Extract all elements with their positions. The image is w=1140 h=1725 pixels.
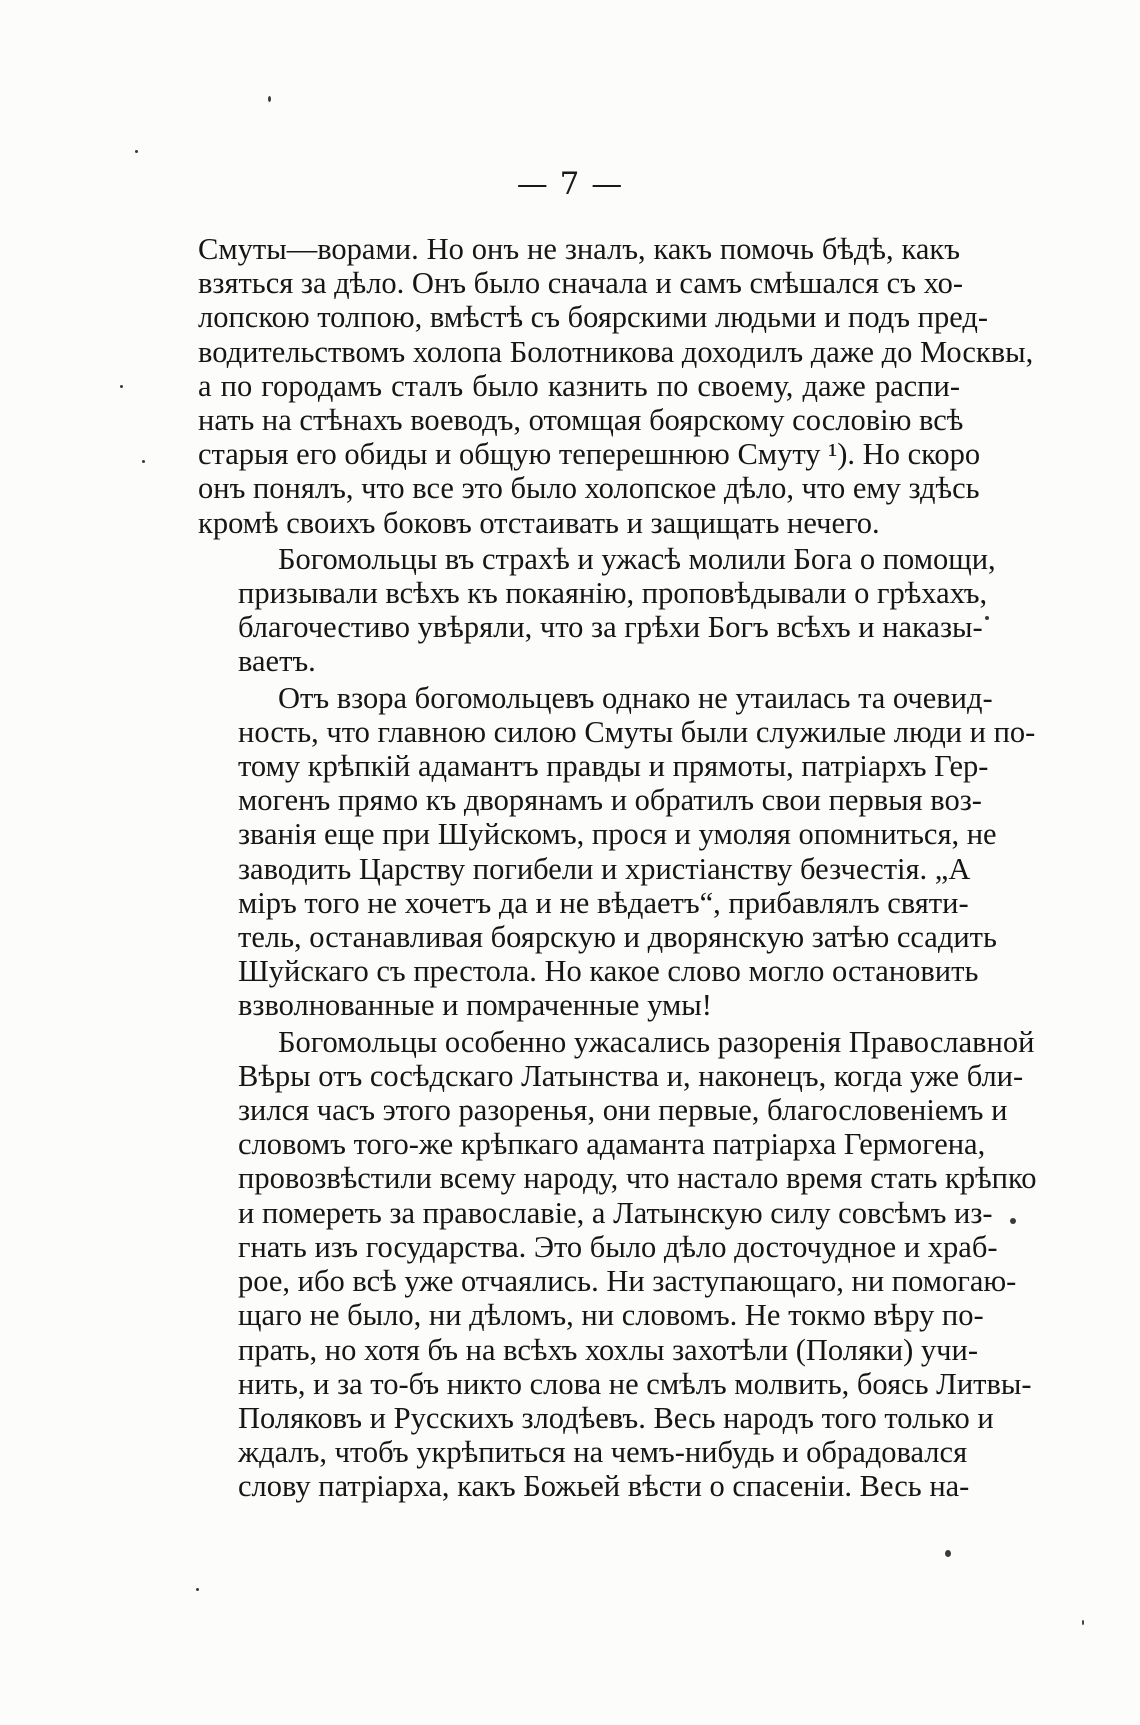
text-line: міръ того не хочетъ да и не вѣдаетъ“, прибавлялъ святи-	[238, 885, 969, 920]
text-line: лопскою толпою, вмѣстѣ съ боярскими людьми и подъ пред-	[198, 300, 989, 335]
paragraph	[198, 232, 1034, 540]
text-line: нать на стѣнахъ воеводъ, отомщая боярскому сословію всѣ	[198, 403, 964, 438]
text-line: ваетъ.	[238, 644, 316, 679]
scan-speck	[268, 96, 271, 102]
text-line: зился часъ этого разоренья, они первые, благословеніемъ и	[238, 1093, 1008, 1128]
text-line: званія еще при Шуйскомъ, прося и умоляя опомниться, не	[238, 817, 997, 852]
page-number: — 7 —	[516, 166, 624, 202]
text-line: Поляковъ и Русскихъ злодѣевъ. Весь народъ того только и	[238, 1400, 994, 1435]
body-text	[198, 232, 1037, 1504]
paragraph	[198, 680, 1036, 1023]
text-line: могенъ прямо къ дворянамъ и обратилъ свои первыя воз-	[238, 783, 982, 818]
text-line: нить, и за то-бъ никто слова не смѣлъ молвить, боясь Литвы-	[238, 1366, 1032, 1401]
text-line: благочестиво увѣряли, что за грѣхи Богъ всѣхъ и наказы-	[238, 610, 983, 645]
scan-speck	[135, 150, 138, 153]
scan-speck	[1010, 1218, 1016, 1224]
text-line: водительствомъ холопа Болотникова доходилъ даже до Москвы,	[198, 334, 1034, 369]
text-line: гнать изъ государства. Это было дѣло досточудное и храб-	[238, 1229, 998, 1264]
scan-speck	[1082, 1620, 1084, 1625]
scan-speck	[985, 616, 989, 620]
text-line: взволнованные и помраченные умы!	[238, 988, 712, 1023]
text-line: щаго не было, ни дѣломъ, ни словомъ. Не токмо вѣру по-	[238, 1298, 984, 1333]
paragraph	[198, 541, 996, 679]
text-line: онъ понялъ, что все это было холопское дѣло, что ему здѣсь	[198, 471, 980, 506]
text-line: Богомольцы въ страхѣ и ужасѣ молили Бога о помощи,	[278, 541, 996, 576]
scan-speck	[945, 1550, 951, 1557]
scan-speck	[196, 1588, 199, 1591]
text-line: слову патріарха, какъ Божьей вѣсти о спасеніи. Весь на-	[238, 1469, 970, 1504]
scan-speck	[120, 385, 123, 388]
text-line: тому крѣпкій адамантъ правды и прямоты, патріархъ Гер-	[238, 749, 989, 784]
text-line: Вѣры отъ сосѣдскаго Латынства и, наконецъ, когда уже бли-	[238, 1058, 1024, 1093]
scan-speck	[142, 460, 145, 463]
text-line: Богомольцы особенно ужасались разоренія Православной	[278, 1024, 1035, 1059]
text-line: ность, что главною силою Смуты были служилые люди и по-	[238, 714, 1036, 749]
text-line: старыя его обиды и общую теперешнюю Смуту ¹). Но скоро	[198, 437, 981, 472]
text-line: Шуйскаго съ престола. Но какое слово могло остановить	[238, 954, 979, 989]
text-line: словомъ того-же крѣпкаго адаманта патріарха Гермогена,	[238, 1127, 986, 1162]
text-line: а по городамъ сталъ было казнить по своему, даже распи-	[198, 368, 960, 403]
text-line: взяться за дѣло. Онъ было сначала и самъ смѣшался съ хо-	[198, 266, 964, 301]
text-line: кромѣ своихъ боковъ отстаивать и защищать нечего.	[198, 505, 880, 540]
text-line: рое, ибо всѣ уже отчаялись. Ни заступающаго, ни помогаю-	[238, 1264, 1017, 1299]
text-line: призывали всѣхъ къ покаянію, проповѣдывали о грѣхахъ,	[238, 576, 988, 611]
text-line: ждалъ, чтобъ укрѣпиться на чемъ-нибудь и обрадовался	[238, 1435, 968, 1470]
text-line: прать, но хотя бъ на всѣхъ хохлы захотѣли (Поляки) учи-	[238, 1332, 978, 1367]
text-line: и помереть за православіе, а Латынскую силу совсѣмъ из-	[238, 1195, 993, 1230]
paragraph	[198, 1024, 1037, 1504]
text-line: Смуты—ворами. Но онъ не зналъ, какъ помочь бѣдѣ, какъ	[198, 232, 960, 266]
text-line: провозвѣстили всему народу, что настало время стать крѣпко	[238, 1161, 1037, 1196]
text-line: тель, останавливая боярскую и дворянскую затѣю ссадить	[238, 920, 997, 955]
text-line: заводить Царству погибели и христіанству безчестія. „А	[238, 851, 971, 886]
text-line: Отъ взора богомольцевъ однако не утаилась та очевид-	[278, 680, 993, 715]
